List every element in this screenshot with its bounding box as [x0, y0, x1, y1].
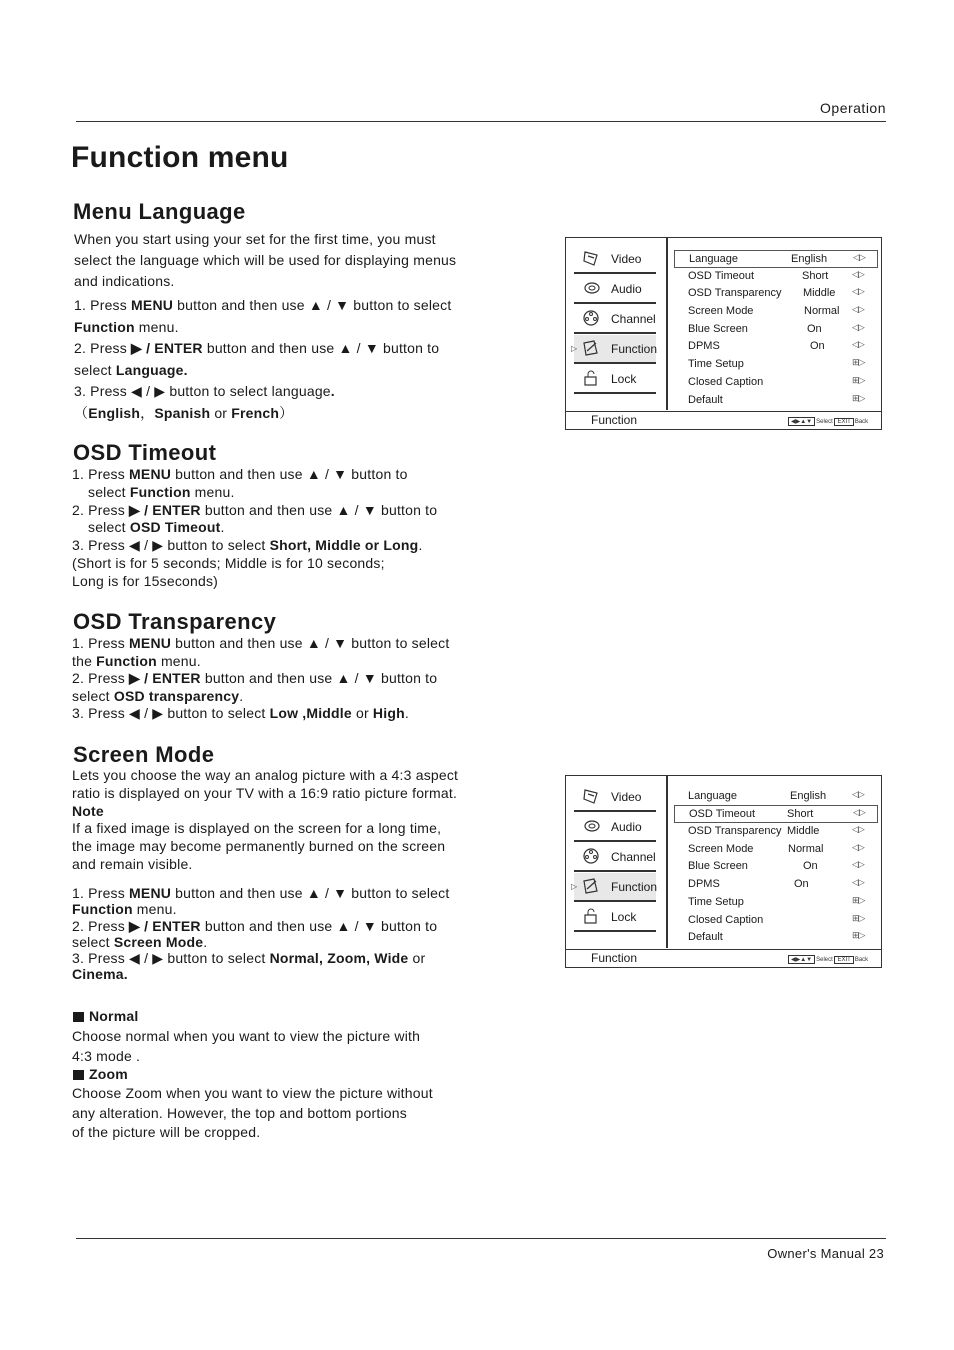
step: Cinema.: [72, 966, 128, 983]
left-right-arrow-icon: ◁▷: [852, 322, 864, 332]
step: 2. Press ▶ / ENTER button and then use ▲ / ▼ button to: [72, 917, 438, 934]
intro-line: select the language which will be used for displaying menus: [74, 252, 457, 268]
left-right-arrow-icon: ◁▷: [852, 842, 864, 852]
languages: （English，Spanish or French）: [74, 404, 294, 421]
enter-arrow-icon: ⊞▷: [852, 393, 865, 403]
screen-mode-desc: [72, 767, 458, 874]
enter-arrow-icon: ⊞▷: [852, 375, 865, 385]
left-right-arrow-icon: ◁▷: [852, 859, 864, 869]
osd-row: Closed Caption ⊞▷: [688, 913, 865, 926]
footer-rule: [76, 1238, 886, 1239]
osd-footer: Function ◀▶▲▼ Select EXIT Back: [566, 949, 881, 968]
osd-row: Language English ◁▷: [688, 789, 864, 802]
left-right-arrow-icon: ◁▷: [852, 269, 864, 279]
left-right-arrow-icon: ◁▷: [852, 304, 864, 314]
selected-arrow-icon: ▷: [571, 344, 578, 353]
step: 1. Press MENU button and then use ▲ / ▼ button to select: [72, 885, 450, 901]
osd-row: OSD Transparency Middle ◁▷: [688, 824, 864, 837]
note-line: Long is for 15seconds): [72, 572, 219, 589]
osd-row: Time Setup ⊞▷: [688, 357, 865, 370]
note-label: Note: [72, 802, 104, 819]
menu-language-steps: [74, 295, 451, 424]
step: 3. Press ◀ / ▶ button to select language.: [74, 383, 335, 399]
osd-row: Time Setup ⊞▷: [688, 895, 865, 908]
osd-menu-language: [565, 237, 882, 430]
speaker-icon: [582, 279, 600, 297]
step: select Function menu.: [88, 483, 235, 500]
osd-sidebar-video: Video: [574, 783, 656, 812]
step: select OSD transparency.: [72, 687, 244, 704]
lock-icon: [582, 369, 600, 387]
osd-menu-timeout: [565, 775, 882, 968]
heading-osd-transparency: OSD Transparency: [73, 609, 277, 634]
osd-footer: Function ◀▶▲▼ Select EXIT Back: [566, 411, 881, 430]
left-right-arrow-icon: ◁▷: [852, 789, 864, 799]
page-title: Function menu: [71, 141, 289, 174]
enter-arrow-icon: ⊞▷: [852, 913, 865, 923]
speaker-icon: [582, 817, 600, 835]
step: 3. Press ◀ / ▶ button to select Low ,Middle or High.: [72, 705, 409, 721]
osd-sidebar-function: ▷ Function: [574, 873, 656, 902]
osd-row: Language English ◁▷: [674, 250, 878, 268]
heading-menu-language: Menu Language: [73, 199, 246, 224]
desc-line: the image may become permanently burned on the screen: [72, 838, 446, 855]
left-right-arrow-icon: ◁▷: [852, 877, 864, 887]
left-right-arrow-icon: ◁▷: [853, 252, 865, 262]
left-right-arrow-icon: ◁▷: [852, 339, 864, 349]
osd-sidebar-lock: Lock: [574, 365, 656, 394]
video-icon: [582, 249, 600, 267]
osd-row: OSD Timeout Short ◁▷: [674, 805, 878, 823]
square-bullet-icon: [73, 1012, 84, 1022]
normal-heading: Normal: [73, 1007, 138, 1025]
step: 2. Press ▶ / ENTER button and then use ▲ / ▼ button to: [74, 340, 440, 356]
film-reel-icon: [582, 309, 600, 327]
zoom-heading: Zoom: [73, 1065, 128, 1083]
step: 1. Press MENU button and then use ▲ / ▼ button to select: [74, 297, 452, 313]
lock-icon: [582, 907, 600, 925]
step: 3. Press ◀ / ▶ button to select Short, Middle or Long.: [72, 537, 423, 554]
osd-sidebar-audio: Audio: [574, 813, 656, 842]
step: 2. Press ▶ / ENTER button and then use ▲ / ▼ button to: [72, 670, 438, 686]
note-line: (Short is for 5 seconds; Middle is for 10 seconds;: [72, 554, 385, 571]
osd-sidebar-channel: Channel: [574, 843, 656, 872]
screen-mode-steps: [72, 885, 449, 983]
step: 1. Press MENU button and then use ▲ / ▼ button to: [72, 466, 408, 482]
intro-line: When you start using your set for the first time, you must: [74, 231, 436, 247]
function-icon: [582, 877, 600, 895]
step: 1. Press MENU button and then use ▲ / ▼ button to select: [72, 635, 450, 651]
zoom-desc: [72, 1084, 433, 1143]
step: the Function menu.: [72, 652, 201, 669]
function-icon: [582, 339, 600, 357]
osd-row: Screen Mode Normal ◁▷: [688, 842, 864, 855]
heading-osd-timeout: OSD Timeout: [73, 440, 217, 465]
heading-screen-mode: Screen Mode: [73, 742, 215, 767]
osd-row: Screen Mode Normal ◁▷: [688, 304, 864, 317]
desc-line: of the picture will be cropped.: [72, 1124, 261, 1140]
osd-row: Default ⊞▷: [688, 930, 865, 943]
desc-line: If a fixed image is displayed on the screen for a long time,: [72, 820, 442, 837]
intro-line: and indications.: [74, 273, 175, 289]
osd-row: Blue Screen On ◁▷: [688, 859, 864, 872]
page-footer: Owner's Manual 23: [767, 1246, 884, 1261]
desc-line: Choose Zoom when you want to view the picture without: [72, 1085, 433, 1101]
osd-sidebar: [566, 776, 668, 948]
osd-timeout-steps: [72, 466, 437, 591]
step: select Language.: [74, 361, 188, 378]
step: 3. Press ◀ / ▶ button to select Normal, Zoom, Wide or: [72, 950, 426, 967]
desc-line: 4:3 mode .: [72, 1048, 141, 1064]
osd-row: Blue Screen On ◁▷: [688, 322, 864, 335]
osd-row: DPMS On ◁▷: [688, 339, 864, 352]
enter-arrow-icon: ⊞▷: [852, 357, 865, 367]
menu-language-intro: [74, 229, 456, 292]
desc-line: any alteration. However, the top and bottom portions: [72, 1104, 407, 1121]
nav-keys-icon: ◀▶▲▼: [788, 417, 815, 426]
osd-sidebar-lock: Lock: [574, 903, 656, 932]
desc-line: Lets you choose the way an analog picture with a 4:3 aspect: [72, 767, 459, 783]
osd-sidebar-channel: Channel: [574, 305, 656, 334]
step: 2. Press ▶ / ENTER button and then use ▲ / ▼ button to: [72, 501, 438, 518]
square-bullet-icon: [73, 1070, 84, 1080]
osd-sidebar-function: ▷ Function: [574, 335, 656, 364]
enter-arrow-icon: ⊞▷: [852, 895, 865, 905]
normal-desc: [72, 1026, 420, 1066]
step: select Screen Mode.: [72, 933, 208, 950]
selected-arrow-icon: ▷: [571, 882, 578, 891]
desc-line: ratio is displayed on your TV with a 16:9 ratio picture format.: [72, 784, 458, 801]
video-icon: [582, 787, 600, 805]
osd-row: Default ⊞▷: [688, 393, 865, 406]
osd-sidebar-audio: Audio: [574, 275, 656, 304]
left-right-arrow-icon: ◁▷: [852, 824, 864, 834]
osd-sidebar: [566, 238, 668, 410]
nav-keys-icon: ◀▶▲▼: [788, 955, 815, 964]
step: Function menu.: [72, 901, 177, 918]
step: select OSD Timeout.: [88, 519, 225, 536]
osd-row: OSD Timeout Short ◁▷: [688, 269, 864, 282]
film-reel-icon: [582, 847, 600, 865]
osd-transparency-steps: [72, 635, 449, 723]
desc-line: Choose normal when you want to view the picture with: [72, 1028, 421, 1044]
osd-row: Closed Caption ⊞▷: [688, 375, 865, 388]
osd-row: OSD Transparency Middle ◁▷: [688, 286, 864, 299]
running-header: Operation: [820, 100, 886, 116]
desc-line: and remain visible.: [72, 855, 193, 872]
step: Function menu.: [74, 318, 179, 335]
left-right-arrow-icon: ◁▷: [852, 286, 864, 296]
left-right-arrow-icon: ◁▷: [853, 807, 865, 817]
osd-row: DPMS On ◁▷: [688, 877, 864, 890]
header-rule: [76, 121, 886, 122]
osd-sidebar-video: Video: [574, 245, 656, 274]
enter-arrow-icon: ⊞▷: [852, 930, 865, 940]
